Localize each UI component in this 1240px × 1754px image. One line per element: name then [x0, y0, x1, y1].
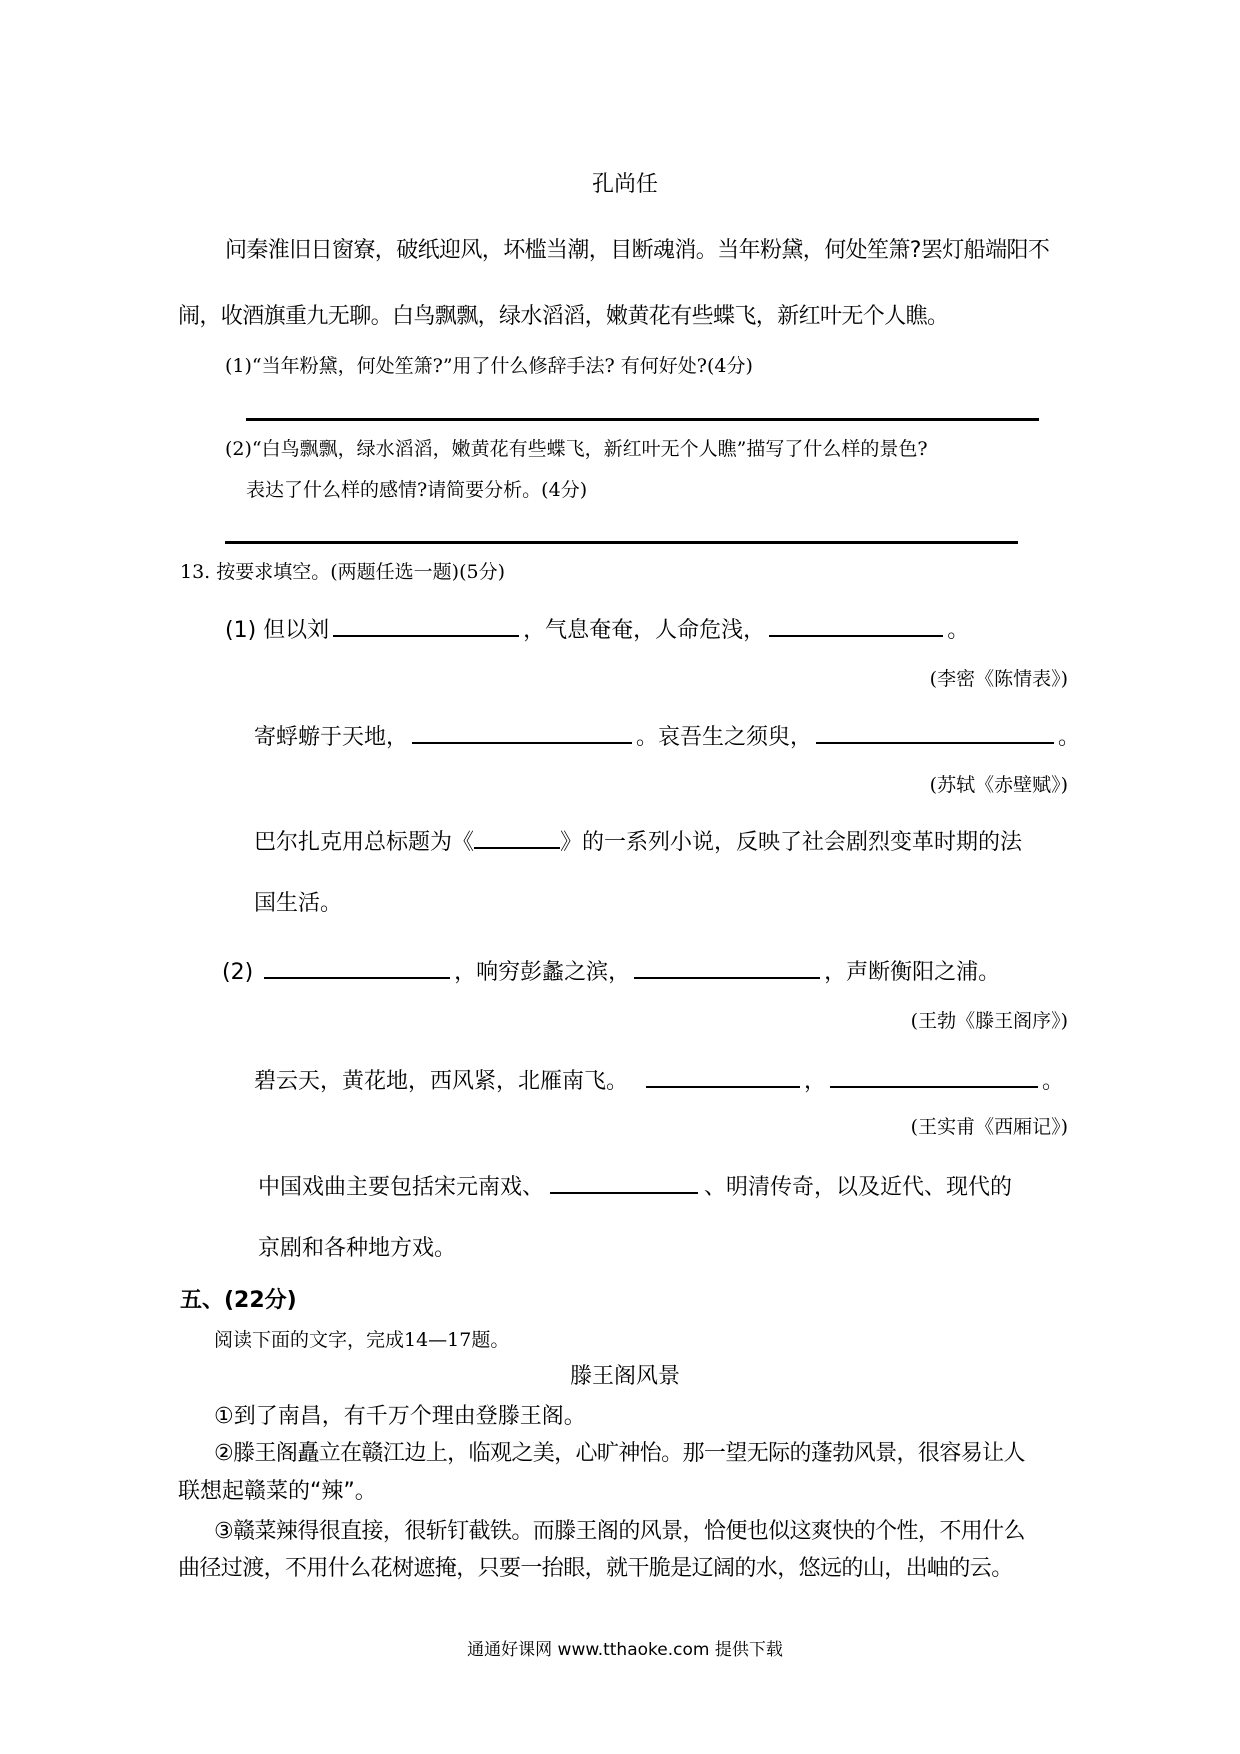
- source-citation: (王实甫《西厢记》): [910, 1116, 1068, 1138]
- fill-line-3: [254, 829, 1022, 854]
- section-instruction: 阅读下面的文字，完成14—17题。: [214, 1329, 510, 1351]
- poem-line-2: 闹，收酒旗重九无聊。白鸟飘飘，绿水滔滔，嫩黄花有些蝶飞，新红叶无个人瞧。: [178, 304, 949, 329]
- text: 。: [1058, 725, 1081, 750]
- text: ，响穷彭蠡之滨，: [454, 960, 631, 985]
- poem-line-1: 问秦淮旧日窗寮，破纸迎风，坏槛当潮，目断魂消。当年粉黛，何处笙箫?罢灯船端阳不: [225, 238, 1050, 263]
- question-12-1: (1)“当年粉黛，何处笙箫?”用了什么修辞手法? 有何好处?(4分): [225, 355, 753, 377]
- text: 。: [1042, 1069, 1065, 1094]
- text: (1) 但以刘: [225, 618, 330, 643]
- text: 中国戏曲主要包括宋元南戏、: [258, 1175, 545, 1200]
- blank-field[interactable]: [333, 617, 519, 637]
- article-para-2: ②滕王阁矗立在赣江边上，临观之美，心旷神怡。那一望无际的蓬勃风景，很容易让人: [214, 1441, 1025, 1466]
- section-heading: 五、(22分): [180, 1288, 297, 1313]
- page-footer: 通通好课网 www.tthaoke.com 提供下载: [467, 1640, 783, 1660]
- blank-field[interactable]: [412, 724, 632, 744]
- text: ，声断衡阳之浦。: [824, 960, 1001, 985]
- answer-line: [225, 541, 1018, 544]
- text: 巴尔扎克用总标题为《: [254, 830, 475, 855]
- source-citation: (王勃《滕王阁序》): [910, 1010, 1068, 1032]
- fill-line-2: [254, 724, 1080, 749]
- question-12-2-cont: 表达了什么样的感情?请简要分析。(4分): [246, 479, 588, 501]
- fill-line-4: [222, 959, 1000, 984]
- article-title: 滕王阁风景: [569, 1364, 680, 1389]
- article-para-1: ①到了南昌，有千万个理由登滕王阁。: [214, 1404, 586, 1429]
- blank-field[interactable]: [646, 1068, 800, 1088]
- blank-field[interactable]: [550, 1174, 698, 1194]
- text: 寄蜉蝣于天地，: [254, 725, 409, 750]
- question-12-2: (2)“白鸟飘飘，绿水滔滔，嫩黄花有些蝶飞，新红叶无个人瞧”描写了什么样的景色?: [225, 438, 928, 460]
- source-citation: (苏轼《赤壁赋》): [929, 774, 1068, 796]
- blank-field[interactable]: [474, 829, 560, 849]
- text: 。: [947, 618, 970, 643]
- text: (2): [222, 960, 261, 985]
- poem-author: 孔尚任: [591, 172, 658, 197]
- text: ，气息奄奄，人命危浅，: [523, 618, 766, 643]
- fill-line-1: [225, 617, 969, 642]
- fill-line-5: [254, 1068, 1064, 1093]
- answer-line: [246, 418, 1039, 421]
- text: 、明清传奇，以及近代、现代的: [704, 1175, 1013, 1200]
- blank-field[interactable]: [634, 959, 820, 979]
- article-para-3-cont: 曲径过渡，不用什么花树遮掩，只要一抬眼，就干脆是辽阔的水，悠远的山，出岫的云。: [178, 1556, 1013, 1581]
- article-para-3: ③赣菜辣得很直接，很斩钉截铁。而滕王阁的风景，恰便也似这爽快的个性，不用什么: [214, 1519, 1025, 1544]
- blank-field[interactable]: [769, 617, 943, 637]
- text: 》的一系列小说，反映了社会剧烈变革时期的法: [560, 830, 1023, 855]
- question-13-title: 13. 按要求填空。(两题任选一题)(5分): [180, 561, 505, 583]
- text: ，: [804, 1069, 827, 1094]
- source-citation: (李密《陈情表》): [929, 668, 1068, 690]
- fill-line-3-cont: 国生活。: [254, 891, 343, 916]
- fill-line-6-cont: 京剧和各种地方戏。: [258, 1236, 457, 1261]
- text: 。哀吾生之须臾，: [636, 725, 813, 750]
- text: 碧云天，黄花地，西风紧，北雁南飞。: [254, 1069, 629, 1094]
- fill-line-6: [258, 1174, 1012, 1199]
- blank-field[interactable]: [816, 724, 1054, 744]
- blank-field[interactable]: [830, 1068, 1038, 1088]
- blank-field[interactable]: [264, 959, 450, 979]
- article-para-2-cont: 联想起赣菜的“辣”。: [178, 1479, 377, 1504]
